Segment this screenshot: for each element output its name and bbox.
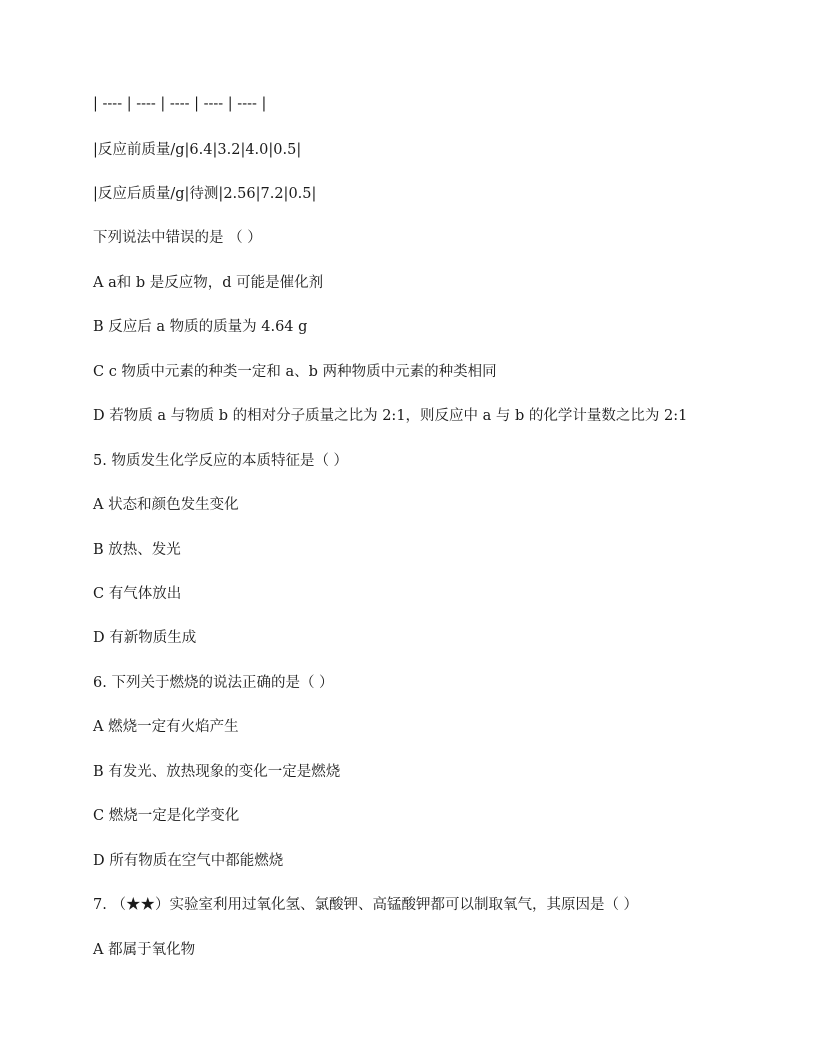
question-7-prompt: 7. （★★）实验室利用过氧化氢、氯酸钾、高锰酸钾都可以制取氧气，其原因是（ ）: [93, 897, 639, 913]
question-6-prompt: 6. 下列关于燃烧的说法正确的是（ ）: [93, 675, 334, 691]
question-5-option-d: D 有新物质生成: [93, 630, 197, 646]
table-separator-row: | ---- | ---- | ---- | ---- | ---- |: [93, 96, 267, 112]
question-5-option-a: A 状态和颜色发生变化: [93, 497, 239, 513]
table-row-after-reaction: |反应后质量/g|待测|2.56|7.2|0.5|: [93, 186, 317, 202]
question-6-option-c: C 燃烧一定是化学变化: [93, 808, 240, 824]
question-4-option-b: B 反应后 a 物质的质量为 4.64 g: [93, 319, 308, 335]
question-5-option-b: B 放热、发光: [93, 542, 181, 558]
question-5-prompt: 5. 物质发生化学反应的本质特征是（ ）: [93, 453, 349, 469]
question-5-option-c: C 有气体放出: [93, 586, 182, 602]
question-7-option-a: A 都属于氧化物: [93, 942, 196, 958]
question-4-prompt: 下列说法中错误的是 （ ）: [93, 230, 262, 246]
table-row-before-reaction: |反应前质量/g|6.4|3.2|4.0|0.5|: [93, 142, 302, 158]
question-4-option-c: C c 物质中元素的种类一定和 a、b 两种物质中元素的种类相同: [93, 364, 497, 380]
question-6-option-a: A 燃烧一定有火焰产生: [93, 719, 239, 735]
question-4-option-d: D 若物质 a 与物质 b 的相对分子质量之比为 2:1，则反应中 a 与 b 的化学计量数之比为 2:1: [93, 408, 688, 424]
question-6-option-b: B 有发光、放热现象的变化一定是燃烧: [93, 764, 341, 780]
question-4-option-a: A a和 b 是反应物，d 可能是催化剂: [93, 275, 324, 291]
question-6-option-d: D 所有物质在空气中都能燃烧: [93, 853, 284, 869]
